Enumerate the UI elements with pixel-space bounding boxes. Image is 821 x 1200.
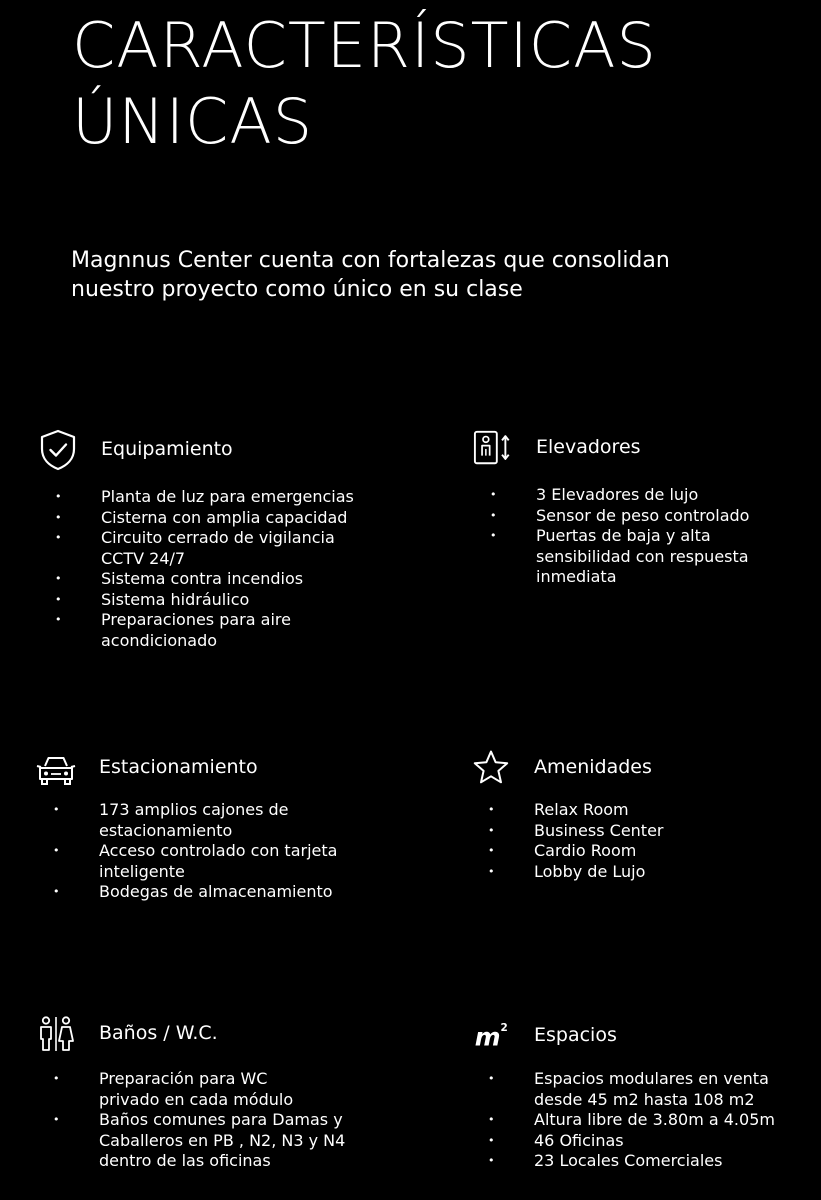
feature-list	[534, 1069, 775, 1172]
list-item-continuation: inmediata	[536, 567, 617, 586]
list-item: • Cardio Room	[534, 841, 664, 862]
page-title-line-2: ÚNICAS	[72, 85, 314, 158]
list-item: • Relax Room	[534, 800, 664, 821]
feature-list	[99, 1069, 345, 1172]
list-item: • 23 Locales Comerciales	[534, 1151, 775, 1172]
square-meters-icon-m: m	[474, 1022, 501, 1052]
list-item: • Sistema hidráulico	[101, 590, 354, 611]
list-item: • Planta de luz para emergencias	[101, 487, 354, 508]
feature-title: Elevadores	[536, 436, 641, 458]
list-item: • Baños comunes para Damas y	[99, 1110, 345, 1131]
feature-list	[534, 800, 664, 882]
car-icon	[36, 750, 76, 790]
square-meters-icon	[471, 1016, 511, 1056]
list-item: • Cisterna con amplia capacidad	[101, 508, 354, 529]
list-item: • Business Center	[534, 821, 664, 842]
list-item: • Preparación para WC	[99, 1069, 345, 1090]
list-item: • 46 Oficinas	[534, 1131, 775, 1152]
list-item-continuation: privado en cada módulo	[99, 1089, 294, 1109]
list-item-continuation: desde 45 m2 hasta 108 m2	[534, 1089, 755, 1109]
list-item: • 3 Elevadores de lujo	[536, 485, 749, 506]
elevator-icon	[473, 428, 513, 468]
list-item: • Bodegas de almacenamiento	[99, 882, 337, 903]
list-item: • Circuito cerrado de vigilancia	[101, 528, 354, 549]
feature-title: Amenidades	[534, 756, 652, 778]
list-item-continuation: acondicionado	[101, 630, 218, 650]
list-item: • Sensor de peso controlado	[536, 506, 749, 527]
feature-title: Estacionamiento	[99, 756, 258, 778]
list-item: • Altura libre de 3.80m a 4.05m	[534, 1110, 775, 1131]
list-item-continuation: inteligente	[99, 861, 185, 881]
list-item: • Espacios modulares en venta	[534, 1069, 775, 1090]
shield-check-icon	[38, 430, 78, 470]
list-item: • Sistema contra incendios	[101, 569, 354, 590]
list-item: • Preparaciones para aire	[101, 610, 354, 631]
list-item-continuation: CCTV 24/7	[101, 548, 186, 568]
list-item: • Acceso controlado con tarjeta	[99, 841, 337, 862]
list-item-continuation: Caballeros en PB , N2, N3 y N4	[99, 1130, 346, 1150]
star-icon	[471, 748, 511, 788]
feature-title: Espacios	[534, 1024, 617, 1046]
list-item-continuation: sensibilidad con respuesta	[536, 546, 749, 566]
feature-list	[536, 485, 749, 588]
feature-title: Baños / W.C.	[99, 1022, 218, 1044]
feature-list	[99, 800, 337, 903]
list-item: • Lobby de Lujo	[534, 862, 664, 883]
feature-title: Equipamiento	[101, 438, 233, 460]
page-subtitle	[71, 246, 791, 304]
list-item: • 173 amplios cajones de	[99, 800, 337, 821]
page-subtitle-line-1: Magnnus Center cuenta con fortalezas que consolidan	[71, 248, 670, 273]
restroom-icon	[36, 1014, 76, 1054]
list-item: • Puertas de baja y alta	[536, 526, 749, 547]
page-subtitle-line-2: nuestro proyecto como único en su clase	[71, 277, 523, 302]
feature-list	[101, 487, 354, 651]
page-title-line-1: CARACTERÍSTICAS	[72, 9, 657, 82]
list-item-continuation: estacionamiento	[99, 820, 233, 840]
list-item-continuation: dentro de las oficinas	[99, 1151, 271, 1170]
square-meters-icon-sup: 2	[500, 1022, 508, 1035]
page-title	[72, 8, 657, 160]
